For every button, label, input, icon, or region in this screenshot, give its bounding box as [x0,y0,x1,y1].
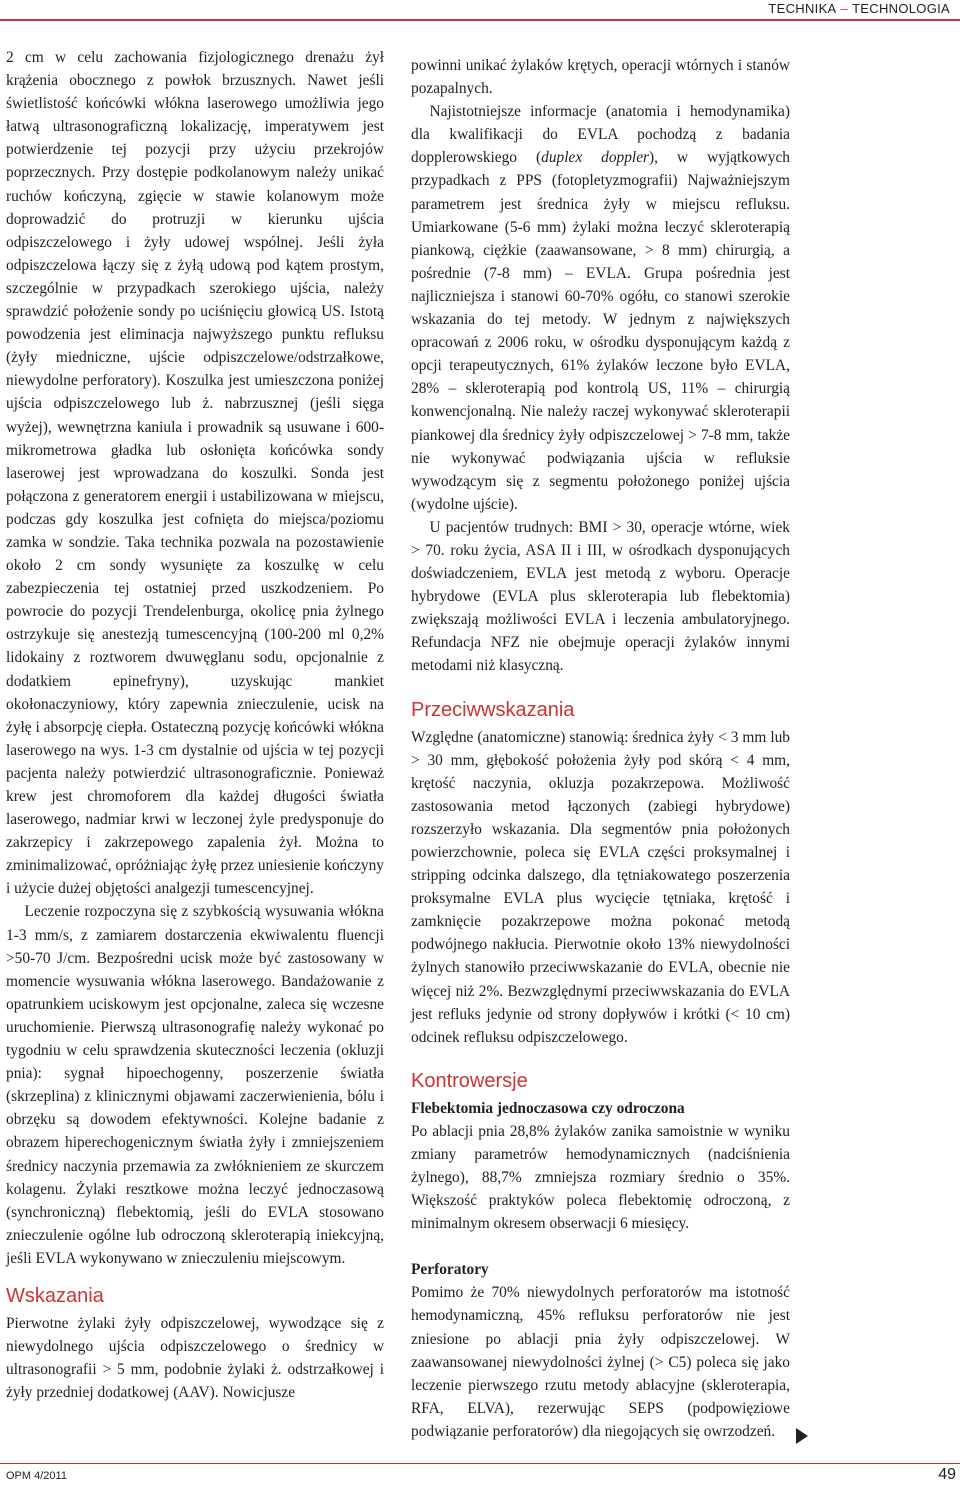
journal-issue: OPM 4/2011 [6,1470,67,1482]
header-rule [0,19,960,21]
header-section: TECHNIKA [768,1,837,16]
right-paragraph-3: U pacjentów trudnych: BMI > 30, operacje wtórne, wiek > 70. roku życia, ASA II i III, w ośrodkach dysponujących doświadczeniem, EVLA jest metodą z wyboru. Operacje hybrydowe (EVLA plus skleroterapia lub flebektomia) zwiększają możliwości EVLA i leczenia ambulatoryjnego. Refundacja NFZ nie obejmuje operacji żylaków innymi metodami niż klasyczną. [411,518,790,675]
right-paragraph-1: powinni unikać żylaków krętych, operacji wtórnych i stanów pozapalnych. [411,57,790,98]
right-paragraph-2-text-b: ), w wyjątkowych przypadkach z PPS (fotopletyzmografii) Najważniejszym parametrem jest średnica żyły w miejscu refluksu. Umiarkowane (5-6 mm) żylaki można leczyć skleroterapią piankową, ciężkie (zaawansowane, > 8 mm) chirurgią, a pośrednie (7-8 mm) – EVLA. Grupa pośrednia jest najliczniejsza i stanowi 60-70% ogółu, co stanowi szerokie wskazania do tej metody. W jednym z największych opracowań z 2006 roku, w ośrodku dysponującym każdą z opcji terapeutycznych, 61% żylaków leczone było EVLA, 28% – skleroterapią pod kontrolą US, 11% – chirurgią konwencjonalną. Nie należy raczej wykonywać skleroterapii piankowej dla średnicy żyły odpiszczelowej > 7-8 mm, także nie wykonywać podwiązania ujścia w refluksie wywodzącym się z segmentu położonego poniżej ujścia (wydolne ujście). [411,149,790,513]
header-separator: – [840,1,849,16]
left-paragraph-3: Pierwotne żylaki żyły odpiszczelowej, wywodzące się z niewydolnego ujścia odpiszczelowego o średnicy w ultrasonografii > 5 mm, podobnie żylaki ż. odstrzałkowej i żyły przedniej dodatkowej (AAV). Nowicjusze [6,1314,384,1402]
heading-wskazania: Wskazania [6,1284,104,1307]
left-paragraph-1: 2 cm w celu zachowania fizjologicznego drenażu żył krążenia obocznego z powłok brzusznych. Nawet jeśli świetlistość końcówki włókna laserowego umożliwia jego łatwą ultrasonograficzną lokalizację, imperatywem jest potwierdzenie tej pozycji przy użyciu przekrojów poprzecznych. Przy dostępie podkolanowym należy unikać ruchów kończyną, zgięcie w stawie kolanowym może doprowadzić do protruzji w kierunku ujścia odpiszczelowego i żyły udowej wspólnej. Jeśli żyła odpiszczelowa łączy się z żyłą udową pod kątem prostym, szczególnie w przypadkach szerokiego ujścia, należy sprawdzić położenie sondy po uciśnięciu głowicą US. Istotą powodzenia jest eliminacja najwyższego punktu refluksu (żyły miedniczne, ujście odpiszczelowe/odstrzałkowe, niewydolne perforatory). Koszulka jest umieszczona poniżej ujścia odpiszczelowego lub ż. nabrzusznej (jeśli sięga wyżej), wewnętrzna kaniula i prowadnik są usuwane i 600-mikrometrowa gładka lub osłonięta końcówka sondy laserowej jest wprowadzana do koszulki. Sonda jest połączona z generatorem energii i ustabilizowana w miejscu, podczas gdy koszulka jest cofnięta do miejsca/poziomu zamka w sondzie. Taka technika pozwala na pozostawienie około 2 cm sondy wysunięte za koszulkę w celu zabezpieczenia tej ostatniej przed uszkodzeniem. Po powrocie do pozycji Trendelenburga, okolicę pnia żylnego ostrzykuje się anestezją tumescencyjną (100-200 ml 0,2% lidokainy z roztworem dwuwęglanu sodu, opcjonalnie z dodatkiem epinefryny), uzyskując mankiet okołonaczyniowy, który zapewnia znieczulenie, ucisk na żyłę i absorpcję ciepła. Ostateczną pozycję końcówki włókna laserowego na wys. 1-3 cm dystalnie od ujścia w tej pozycji pacjenta należy potwierdzić ultrasonograficznie. Ponieważ krew jest chromoforem dla każdej długości światła laserowego, nadmiar krwi w leczonej żyle predysponuje do zakrzepicy i zakrzepowego zapalenia żył. Można to zminimalizować, opróżniając żyłę przez uniesienie kończyny i użycie dużej objętości analgezji tumescencyjnej. [6,49,384,898]
page-number: 49 [938,1466,956,1483]
right-paragraph-5: Po ablacji pnia 28,8% żylaków zanika samoistnie w wyniku zmiany parametrów hemodynamicznych (nadciśnienia żylnego), 88,7% zmniejsza rozmiary średnio o 35%. Większość praktyków poleca flebektomię odroczoną, z minimalnym okresem obserwacji 6 miesięcy. [411,1122,790,1233]
subheading-perforatory: Perforatory [411,1261,489,1279]
heading-kontrowersje: Kontrowersje [411,1069,528,1092]
footer-rule [0,1463,960,1464]
header-subsection: TECHNOLOGIA [852,1,950,16]
right-paragraph-2 [411,100,790,516]
right-paragraph-6: Pomimo że 70% niewydolnych perforatorów ma istotność hemodynamiczną, 45% refluksu perforatorów nie jest zniesione po ablacji pnia żyły odpiszczelowej. W zaawansowanej niewydolności żylnej (> C5) poleca się jako leczenie pierwszego rzutu metody ablacyjne (skleroterapia, RFA, ELVA), rezerwując SEPS (podpowięziowe podwiązanie perforatorów) dla niegojących się owrzodzeń. [411,1284,790,1440]
spacer [411,1235,790,1258]
right-paragraph-2-emphasis: duplex doppler [541,149,650,167]
left-column [6,46,384,1404]
running-header [0,0,960,20]
right-paragraph-4: Względne (anatomiczne) stanowią: średnica żyły < 3 mm lub > 30 mm, głębokość położenia żyły pod skórą < 4 mm, krętość naczynia, okluzja pozakrzepowa. Możliwość zastosowania metod łączonych (zabiegi hybrydowe) rozszerzyło wskazania. Dla segmentów pnia położonych powierzchownie, poleca się EVLA części proksymalnej i stripping odcinka dalszego, dla tętniakowatego poszerzenia proksymalne EVLA plus wycięcie tętniaka, krętość i zamknięcie pozakrzepowe można pokonać metodą podwójnego nakłucia. Pierwotnie około 13% niewydolności żylnych stanowiło przeciwwskazanie do EVLA, obecnie nie więcej niż 2%. Bezwzględnymi przeciwwskazania do EVLA jest refluks jedynie od strony dopływów i krótki (< 10 cm) odcinek refluksu odpiszczelowego. [411,728,790,1046]
subheading-flebektomia: Flebektomia jednoczasowa czy odroczona [411,1099,685,1117]
right-column [411,54,790,1443]
arrow-right-icon [796,1428,808,1444]
heading-przeciwwskazania: Przeciwwskazania [411,698,575,721]
left-paragraph-2: Leczenie rozpoczyna się z szybkością wysuwania włókna 1-3 mm/s, z zamiarem dostarczenia ekwiwalentu fluencji >50-70 J/cm. Bezpośredni ucisk może być zastosowany w momencie wysuwania włókna laserowego. Bandażowanie z opatrunkiem uciskowym jest opcjonalne, zaleca się wczesne uruchomienie. Pierwszą ultrasonografię należy wykonać po tygodniu w celu sprawdzenia skuteczności leczenia (okluzji pnia): sygnał hipoechogenny, poszerzenie światła (skrzeplina) z klinicznymi objawami zaczerwienienia, bólu i obrzęku są dowodem efektywności. Kolejne badanie z obrazem hiperechogenicznym światła żyły i zmniejszeniem średnicy naczynia przemawia za zwłóknieniem ze skurczem kolagenu. Żylaki resztkowe można leczyć jednoczasową (synchroniczną) flebektomią, jeśli do EVLA stosowano znieczulenie ogólne lub odroczoną skleroterapią iniekcyjną, jeśli EVLA wykonywano w znieczuleniu miejscowym. [6,903,384,1267]
right-paragraph-2-text-a: Najistotniejsze informacje (anatomia i hemodynamika) dla kwalifikacji do EVLA pochodzą z badania dopplerowskiego ( [411,103,790,167]
